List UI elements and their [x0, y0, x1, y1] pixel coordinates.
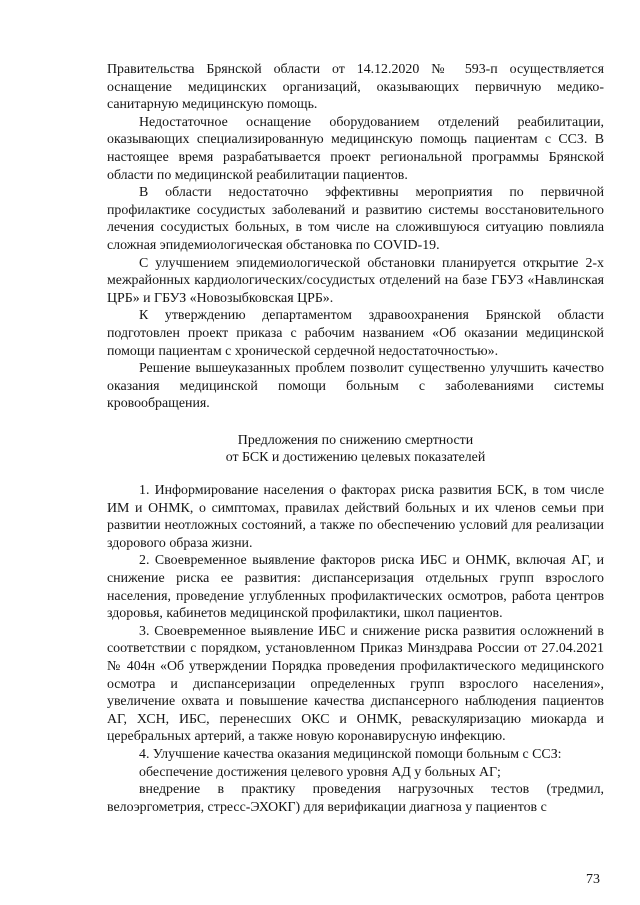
- section-heading: [107, 432, 604, 467]
- list-item-1: 1. Информирование населения о факторах риска развития БСК, в том числе ИМ и ОНМК, о симптомах, правилах действий больных и их членов семьи при развитии неотложных состояний, а также по обеспечению условий для реализации здорового образа жизни.: [107, 483, 604, 551]
- paragraph-rehabilitation: Недостаточное оснащение оборудованием отделений реабилитации, оказывающих специализированную медицинскую помощь пациентам с ССЗ. В настоящее время разрабатывается проект региональной программы Брянской области по медицинской реабилитации пациентов.: [107, 114, 604, 183]
- paragraph-solution: Решение вышеуказанных проблем позволит существенно улучшить качество оказания медицинской помощи больным с заболеваниями системы кровообращения.: [107, 361, 604, 412]
- sub-item-blood-pressure: обеспечение достижения целевого уровня АД у больных АГ;: [139, 764, 501, 780]
- page-number: 73: [586, 872, 600, 887]
- list-item-4: 4. Улучшение качества оказания медицинской помощи больным с ССЗ:: [139, 746, 562, 762]
- list-item-3: 3. Своевременное выявление ИБС и снижение риска развития осложнений в соответствии с порядком, установленном Приказ Минздрава России от 27.04.2021 № 404н «Об утверждении Порядка проведения профилактического медицинского осмотра и диспансеризации определенных групп взрослого населения», увеличение охвата и повышение качества диспансерного наблюдения пациентов АГ, ХСН, ИБС, перенесших ОКС и ОНМК, реваскуляризацию миокарда и церебральных артерий, а также новую коронавирусную инфекцию.: [107, 623, 604, 745]
- sub-item-stress-tests: внедрение в практику проведения нагрузочных тестов (тредмил, велоэргометрия, стресс-ЭХОКГ) для верификации диагноза у пациентов с: [107, 782, 604, 815]
- paragraph-departments: С улучшением эпидемиологической обстановки планируется открытие 2-х межрайонных кардиологических/сосудистых отделений на базе ГБУЗ «Навлинская ЦРБ» и ГБУЗ «Новозыбковская ЦРБ».: [107, 255, 604, 306]
- paragraph-prevention: В области недостаточно эффективны мероприятия по первичной профилактике сосудистых заболеваний и развитию системы восстановительного лечения сосудистых больных, в том числе на сложившуюся ситуацию повлияла сложная эпидемиологическая обстановка по COVID-19.: [107, 185, 604, 253]
- section-heading-line-1: Предложения по снижению смертности: [237, 432, 474, 448]
- paragraph-order-draft: К утверждению департаментом здравоохранения Брянской области подготовлен проект приказа с рабочим названием «Об оказании медицинской помощи пациентам с хронической сердечной недостаточностью».: [107, 308, 604, 359]
- paragraph-continuation: Правительства Брянской области от 14.12.2020 № 593-п осуществляется оснащение медицинских организаций, оказывающих первичную медико-санитарную медицинскую помощь.: [107, 62, 604, 113]
- list-item-2: 2. Своевременное выявление факторов риска ИБС и ОНМК, включая АГ, и снижение риска ее развития: диспансеризация отдельных групп взрослого населения, проведение углубленных профилактических осмотров, работа центров здоровья, кабинетов медицинской профилактики, школ пациентов.: [107, 553, 604, 622]
- document-body: [107, 61, 604, 816]
- section-heading-line-2: от БСК и достижению целевых показателей: [225, 450, 486, 466]
